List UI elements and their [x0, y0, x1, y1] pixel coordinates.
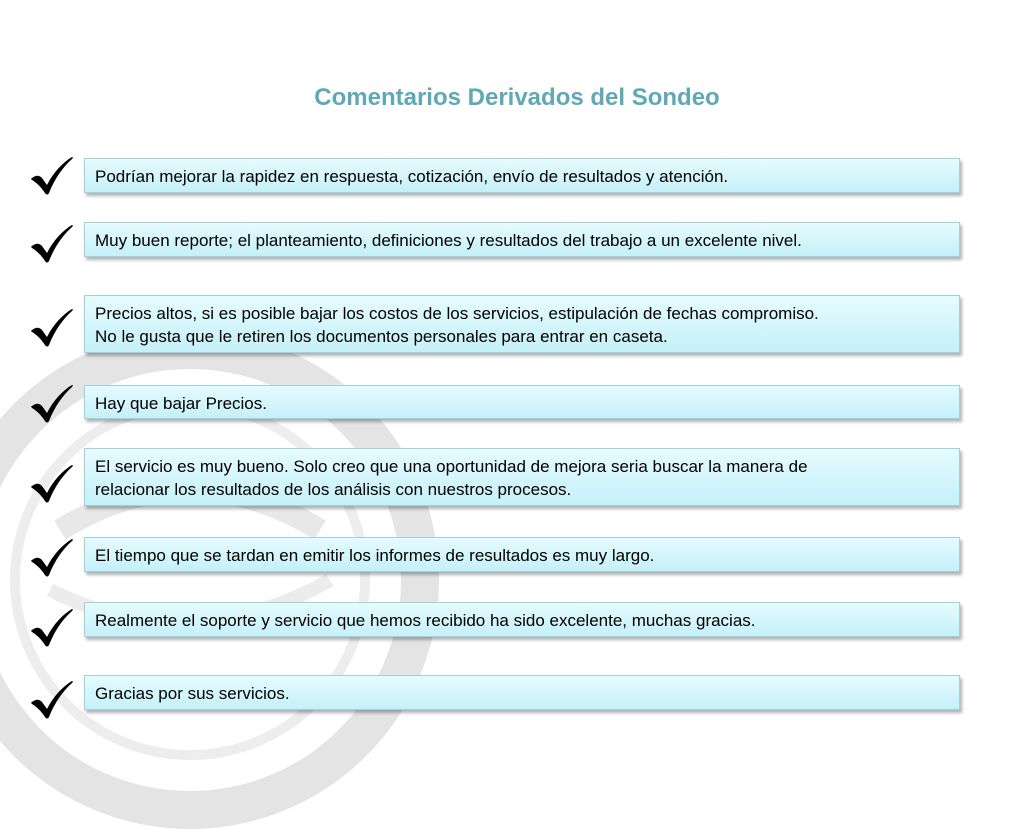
comment-box: [84, 295, 960, 353]
comment-text: El tiempo que se tardan en emitir los informes de resultados es muy largo.: [95, 546, 655, 565]
check-mark-icon: [30, 680, 74, 720]
comment-text: Hay que bajar Precios.: [95, 394, 267, 413]
check-mark-icon: [30, 308, 74, 348]
comment-text: relacionar los resultados de los análisis con nuestros procesos.: [95, 480, 572, 499]
check-mark-icon: [30, 608, 74, 648]
comment-box: [84, 675, 960, 710]
page-title: Comentarios Derivados del Sondeo: [314, 84, 720, 111]
comment-box: [84, 158, 960, 193]
comment-text: El servicio es muy bueno. Solo creo que una oportunidad de mejora seria buscar la manera de: [95, 457, 808, 476]
comment-text: Podrían mejorar la rapidez en respuesta, cotización, envío de resultados y atención.: [95, 167, 729, 186]
comment-text: Realmente el soporte y servicio que hemos recibido ha sido excelente, muchas gracias.: [95, 611, 756, 630]
check-mark-icon: [30, 464, 74, 504]
comment-box: [84, 602, 960, 637]
comment-box: [84, 537, 960, 572]
comment-box: [84, 385, 960, 419]
check-mark-icon: [30, 224, 74, 264]
check-mark-icon: [30, 384, 74, 424]
comment-text: Muy buen reporte; el planteamiento, definiciones y resultados del trabajo a un excelente nivel.: [95, 231, 802, 250]
check-mark-icon: [30, 538, 74, 578]
check-mark-icon: [30, 156, 74, 196]
comment-text: Gracias por sus servicios.: [95, 684, 290, 703]
comment-text: No le gusta que le retiren los documentos personales para entrar en caseta.: [95, 327, 668, 346]
comment-text: Precios altos, si es posible bajar los costos de los servicios, estipulación de fechas compromiso.: [95, 304, 819, 323]
comment-box: [84, 448, 960, 506]
comment-box: [84, 222, 960, 257]
